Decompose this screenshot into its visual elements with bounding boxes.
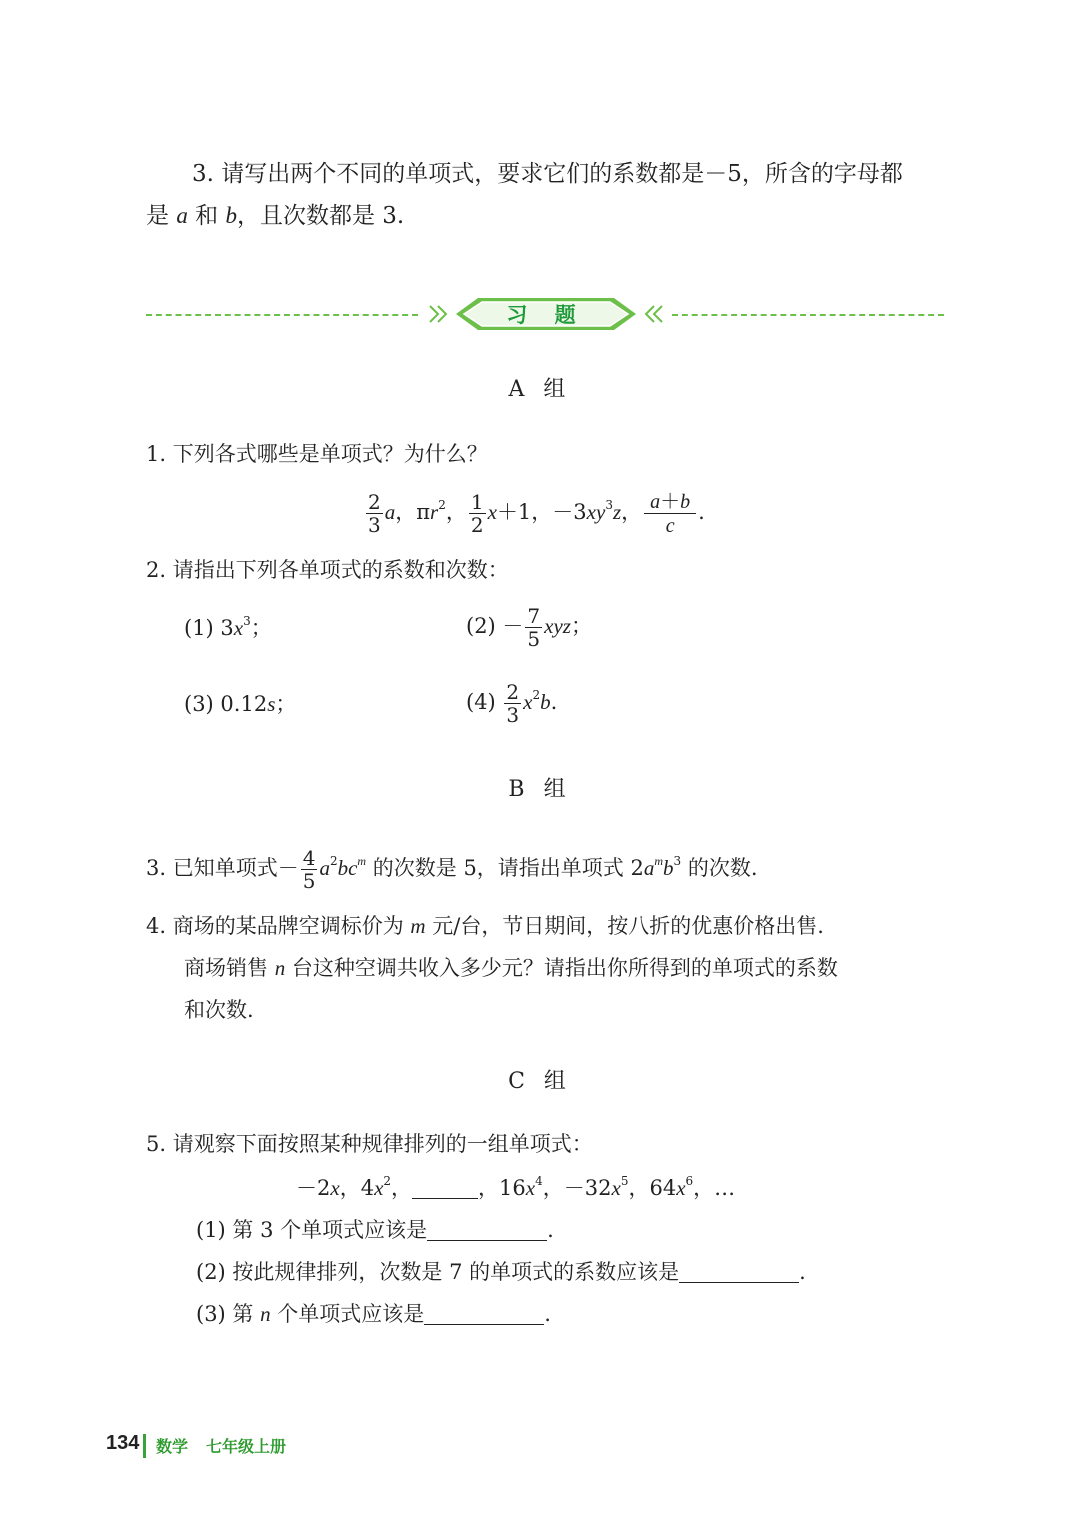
question-4-line-1: 4. 商场的某品牌空调标价为 m 元/台，节日期间，按八折的优惠价格出售. xyxy=(146,914,824,938)
footer-subject: 数学 xyxy=(156,1439,189,1456)
intro-line-1: 3. 请写出两个不同的单项式，要求它们的系数都是－5，所含的字母都 xyxy=(192,161,903,187)
question-5: 5. 请观察下面按照某种规律排列的一组单项式： xyxy=(146,1132,593,1156)
section-divider-right xyxy=(672,314,944,316)
q5-sub-1: (1) 第 3 个单项式应该是 . xyxy=(196,1218,554,1242)
q2-item-3: (3) 0.12s； xyxy=(184,692,297,716)
footer-divider xyxy=(143,1434,146,1458)
question-3: 3. 已知单项式－ $\frac{4}{5}$ $a^2bc^m$ 的次数是 5，请指出单项式 $2a^mb^3$ 的次数. xyxy=(146,846,758,893)
footer-grade: 七年级上册 xyxy=(206,1439,287,1456)
q5-sub-3: (3) 第 n 个单项式应该是 . xyxy=(196,1302,551,1326)
q5-sequence: －2x，$4x^2$， ，$16x^4$，$-32x^5$，$64x^6$，… xyxy=(296,1174,736,1200)
question-1: 1. 下列各式哪些是单项式？为什么？ xyxy=(146,442,488,466)
q2-item-4: (4) $\frac{2}{3}$ $x^2b$. xyxy=(466,680,558,727)
question-2: 2. 请指出下列各单项式的系数和次数： xyxy=(146,558,509,582)
footer-book-info xyxy=(156,1434,304,1457)
question-4-line-3: 和次数. xyxy=(184,998,254,1022)
chevron-right-icon xyxy=(430,306,446,322)
q2-item-2: (2) － $\frac{7}{5}$ xyz； xyxy=(466,604,592,651)
intro-line-2: 是 a 和 b，且次数都是 3. xyxy=(146,203,405,229)
page-number: 134 xyxy=(106,1432,140,1454)
group-c-title: C 组 xyxy=(508,1069,572,1094)
question-4-line-2: 商场销售 n 台这种空调共收入多少元？请指出你所得到的单项式的系数 xyxy=(184,956,838,980)
section-badge xyxy=(426,294,666,336)
q2-item-1: (1) $3x^3$； xyxy=(184,614,272,640)
q1-expressions: $\frac{2}{3}$ a，$\pi r^2$， $\frac{1}{2}$ x＋1，$-3xy^3z$， $\frac{a+b}{c}$ . xyxy=(368,489,705,537)
q5-sub-2: (2) 按此规律排列，次数是 7 的单项式的系数应该是 . xyxy=(196,1260,806,1284)
chevron-left-icon xyxy=(646,306,662,322)
group-a-title: A 组 xyxy=(508,377,572,402)
group-b-title: B 组 xyxy=(508,777,572,802)
section-title: 习 题 xyxy=(506,303,586,327)
section-divider-left xyxy=(146,314,418,316)
